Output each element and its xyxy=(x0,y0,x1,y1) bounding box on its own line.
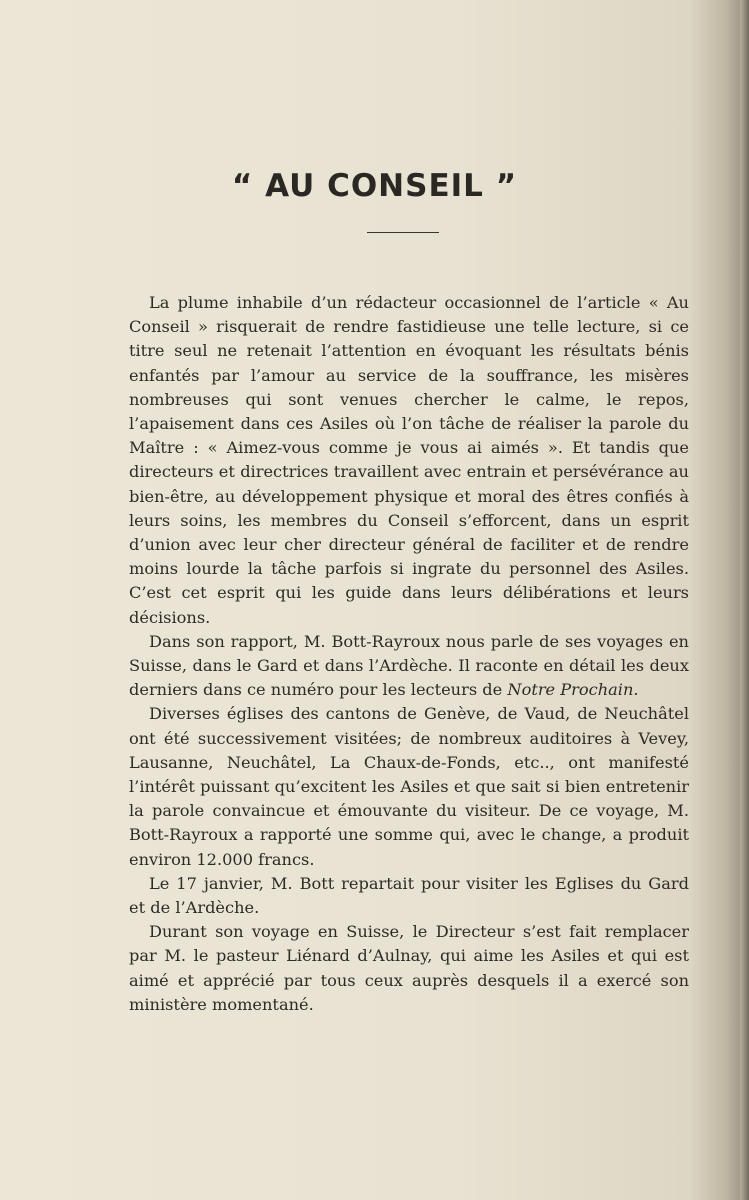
publication-title: Notre Prochain. xyxy=(507,680,639,700)
paragraph-eglises: Diverses églises des cantons de Genève, de Vaud, de Neuchâtel ont été successivement visitées; de nombreux auditoires à Vevey, Lausanne, Neuchâtel, La Chaux-de-Fonds, etc.., ont manifesté l’intérêt puissant qu’excitent les Asiles et que sait si bien entretenir la parole convaincue et émouvante du visiteur. De ce voyage, M. Bott-Rayroux a rapporté une somme qui, avec le change, a produit environ 12.000 francs. xyxy=(129,704,689,869)
paragraph-rapport-text: Dans son rapport, M. Bott-Rayroux nous parle de ses voyages en Suisse, dans le Gard et dans l’Ardèche. Il raconte en détail les deux derniers dans ce numéro pour les lecteurs de xyxy=(129,631,689,700)
paragraph-rapport xyxy=(129,630,689,703)
page-title: “ AU CONSEIL ” xyxy=(231,168,518,204)
article-body xyxy=(129,291,689,1017)
title-divider xyxy=(367,232,439,233)
paragraph-intro: La plume inhabile d’un rédacteur occasionnel de l’article « Au Conseil » risquerait de rendre fastidieuse une telle lecture, si ce titre seul ne retenait l’attention en évoquant les résultats bénis enfantés par l’amour au service de la souffrance, les misères nombreuses qui sont venues chercher le calme, le repos, l’apaisement dans ces Asiles où l’on tâche de réaliser la parole du Maître : « Aimez-vous comme je vous ai aimés ». Et tandis que directeurs et directrices travaillent avec entrain et persévérance au bien-être, au développement physique et moral des êtres confiés à leurs soins, les membres du Conseil s’efforcent, dans un esprit d’union avec leur cher directeur général de faciliter et de rendre moins lourde la tâche parfois si ingrate du personnel des Asiles. C’est cet esprit qui les guide dans leurs délibérations et leurs décisions. xyxy=(129,293,689,627)
paragraph-remplacement: Durant son voyage en Suisse, le Directeur s’est fait remplacer par M. le pasteur Liénard d’Aulnay, qui aime les Asiles et qui est aimé et apprécié par tous ceux auprès desquels il a exercé son ministère momentané. xyxy=(129,922,689,1014)
paragraph-janvier: Le 17 janvier, M. Bott repartait pour visiter les Eglises du Gard et de l’Ardèche. xyxy=(129,873,689,918)
